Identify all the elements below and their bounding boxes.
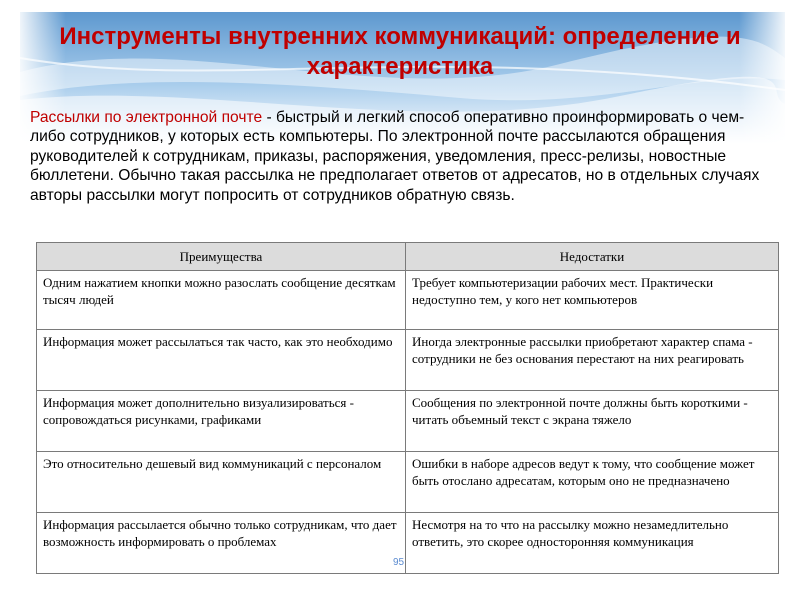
disadvantage-cell: Иногда электронные рассылки приобретают характер спама - сотрудники не без основания перестают на них реагировать: [406, 330, 779, 391]
slide-title: Инструменты внутренних коммуникаций: определение и характеристика: [59, 23, 741, 80]
advantage-cell: Одним нажатием кнопки можно разослать сообщение десяткам тысяч людей: [37, 271, 406, 330]
disadvantage-cell: Несмотря на то что на рассылку можно незамедлительно ответить, это скорее односторонняя коммуникация: [406, 513, 779, 574]
advantage-cell: Информация может дополнительно визуализироваться - сопровождаться рисунками, графиками: [37, 391, 406, 452]
disadvantage-cell: Сообщения по электронной почте должны быть короткими - читать объемный текст с экрана тяжело: [406, 391, 779, 452]
page-number: 95: [393, 557, 405, 568]
intro-lead-term: Рассылки по электронной почте: [30, 109, 263, 126]
table-row: [37, 513, 779, 574]
header-advantages: Преимущества: [37, 243, 406, 271]
header-disadvantages: Недостатки: [406, 243, 779, 271]
disadvantage-cell: Требует компьютеризации рабочих мест. Практически недоступно тем, у кого нет компьютеров: [406, 271, 779, 330]
table-header-row: [37, 243, 779, 271]
intro-paragraph: [30, 108, 778, 205]
table-row: [37, 330, 779, 391]
table-row: [37, 452, 779, 513]
advantage-cell: Это относительно дешевый вид коммуникаций с персоналом: [37, 452, 406, 513]
table-row: [37, 271, 779, 330]
advantage-cell: Информация может рассылаться так часто, как это необходимо: [37, 330, 406, 391]
table-row: [37, 391, 779, 452]
pros-cons-table: [36, 242, 779, 574]
disadvantage-cell: Ошибки в наборе адресов ведут к тому, что сообщение может быть отослано адресатам, которым оно не предназначено: [406, 452, 779, 513]
intro-text: - быстрый и легкий способ оперативно проинформировать о чем-либо сотрудников, у которых есть компьютеры. По электронной почте рассылаются обращения руководителей к сотрудникам, приказы, распоряжения, уведомления, пресс-релизы, новостные бюллетени. Обычно такая рассылка не предполагает ответов от адресатов, но в отдельных случаях авторы рассылки могут попросить от сотрудников обратную связь.: [30, 109, 760, 204]
advantage-cell: Информация рассылается обычно только сотрудникам, что дает возможность информировать о проблемах: [37, 513, 406, 574]
